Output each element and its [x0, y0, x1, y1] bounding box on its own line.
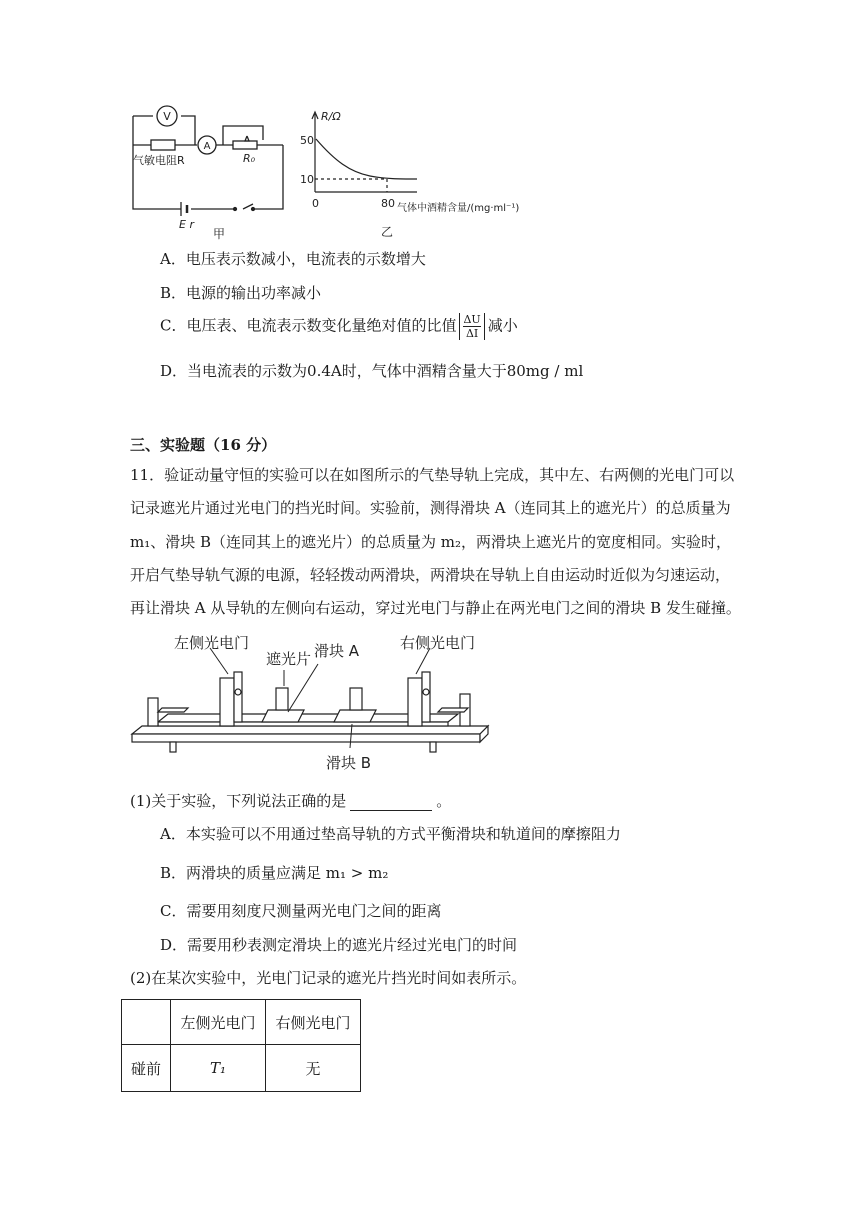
sub1-option-d: D．需要用秒表测定滑块上的遮光片经过光电门的时间 [160, 936, 518, 954]
sub1-option-b: B．两滑块的质量应满足 m₁ > m₂ [160, 864, 389, 882]
shade-label: 遮光片 [266, 650, 312, 668]
q11-line-1: 11．验证动量守恒的实验可以在如图所示的气垫导轨上完成，其中左、右两侧的光电门可以 [130, 466, 735, 484]
figure-jia-caption: 甲 [213, 227, 226, 240]
section-title: 三、实验题（16 分） [130, 436, 277, 454]
figure-yi-caption: 乙 [381, 225, 394, 239]
sub1-stem [130, 790, 451, 811]
sub1-option-a: A．本实验可以不用通过垫高导轨的方式平衡滑块和轨道间的摩擦阻力 [160, 825, 621, 843]
tick-0: 0 [312, 197, 319, 210]
x-axis-label: 气体中酒精含量/(mg·ml⁻¹) [397, 203, 520, 214]
q11-line-5: 再让滑块 A 从导轨的左侧向右运动，穿过光电门与静止在两光电门之间的滑块 B 发生碰撞。 [130, 599, 741, 617]
table-header-cell: 左侧光电门 [171, 1000, 266, 1045]
tick-80: 80 [381, 197, 395, 210]
sub1-stem-end: 。 [436, 792, 452, 810]
battery-label: E r [179, 218, 194, 231]
slider-a-label: 滑块 A [314, 642, 360, 660]
right-gate-label: 右侧光电门 [400, 634, 476, 652]
sub1-option-c: C．需要用刻度尺测量两光电门之间的距离 [160, 902, 442, 920]
tick-10: 10 [300, 173, 314, 186]
q10-option-c [160, 313, 518, 340]
table-cell: T₁ [171, 1045, 266, 1092]
voltmeter-label: V [163, 110, 171, 123]
air-track-apparatus [128, 628, 496, 774]
gate-time-table [121, 999, 361, 1092]
sub1-stem-text: (1)关于实验，下列说法正确的是 [130, 792, 347, 810]
left-gate-label: 左侧光电门 [174, 634, 250, 652]
circuit-diagram [125, 98, 295, 240]
resistance-graph [295, 106, 540, 241]
table-header-cell: 右侧光电门 [266, 1000, 361, 1045]
table-cell: 无 [266, 1045, 361, 1092]
q11-line-3: m₁、滑块 B（连同其上的遮光片）的总质量为 m₂，两滑块上遮光片的宽度相同。实验时， [130, 533, 732, 551]
delta-i: ΔI [465, 327, 479, 340]
delta-u: ΔU [463, 313, 481, 326]
table-header-row [122, 1000, 361, 1045]
table-header-cell [122, 1000, 171, 1045]
q10-option-d: D．当电流表的示数为0.4A时，气体中酒精含量大于80mg / ml [160, 362, 584, 380]
tick-50: 50 [300, 134, 314, 147]
q10-option-c-prefix: C．电压表、电流表示数变化量绝对值的比值 [160, 316, 457, 335]
q11-line-2: 记录遮光片通过光电门的挡光时间。实验前，测得滑块 A（连同其上的遮光片）的总质量为 [130, 499, 731, 517]
table-row [122, 1045, 361, 1092]
table-cell: 碰前 [122, 1045, 171, 1092]
delta-ratio [459, 313, 484, 340]
ammeter-label: A [203, 141, 211, 152]
q11-line-4: 开启气垫导轨气源的电源，轻轻拨动两滑块，两滑块在导轨上自由运动时近似为匀速运动， [130, 566, 731, 584]
q10-option-b: B．电源的输出功率减小 [160, 284, 322, 302]
r0-label: R₀ [243, 152, 256, 165]
y-axis-label: R/Ω [321, 110, 341, 123]
q10-option-a: A．电压表示数减小，电流表的示数增大 [160, 250, 426, 268]
sensor-label: 气敏电阻R [133, 154, 185, 167]
answer-blank[interactable] [350, 796, 432, 811]
q10-option-c-suffix: 减小 [487, 316, 518, 335]
sub2-stem: (2)在某次实验中，光电门记录的遮光片挡光时间如表所示。 [130, 969, 527, 987]
slider-b-label: 滑块 B [326, 754, 372, 772]
